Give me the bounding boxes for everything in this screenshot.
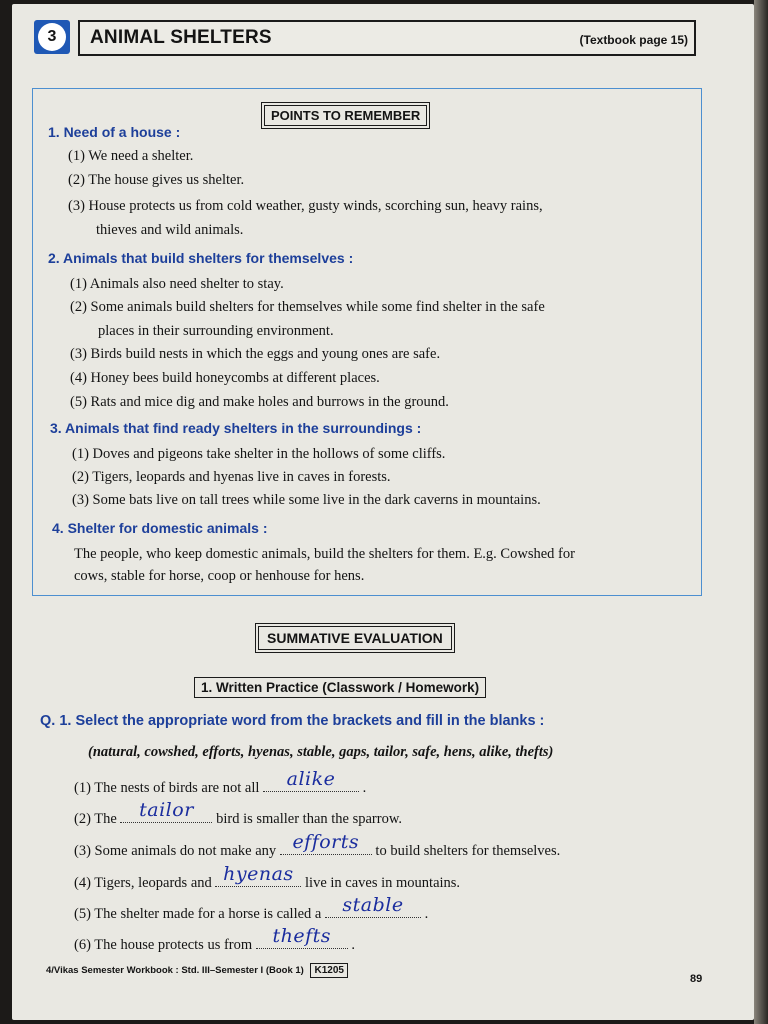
chapter-title: ANIMAL SHELTERS xyxy=(90,27,272,48)
item-number: (3) xyxy=(74,843,91,859)
fill-item xyxy=(74,925,356,954)
item-text: The nests of birds are not all xyxy=(94,780,260,796)
handwritten-answer: hyenas xyxy=(223,863,294,885)
question-heading: Q. 1. Select the appropriate word from the brackets and fill in the blanks : xyxy=(40,713,545,729)
point-line: thieves and wild animals. xyxy=(96,222,244,238)
point-line: (4) Honey bees build honeycombs at different places. xyxy=(70,370,380,386)
item-text: live in caves in mountains. xyxy=(305,875,461,891)
fill-item xyxy=(74,831,561,860)
answer-blank[interactable] xyxy=(120,799,212,823)
point-line: cows, stable for horse, coop or henhouse for hens. xyxy=(74,568,365,584)
handwritten-answer: thefts xyxy=(272,925,332,947)
fill-item xyxy=(74,894,429,923)
point-line: (2) Some animals build shelters for themselves while some find shelter in the safe xyxy=(70,299,545,315)
footer-text: 4/Vikas Semester Workbook : Std. III–Semester I (Book 1) xyxy=(46,965,304,976)
word-list: (natural, cowshed, efforts, hyenas, stable, gaps, tailor, safe, hens, alike, thefts) xyxy=(88,744,554,760)
point-line: (3) House protects us from cold weather, gusty winds, scorching sun, heavy rains, xyxy=(68,198,543,214)
summative-evaluation-title: SUMMATIVE EVALUATION xyxy=(258,626,452,650)
book-code: K1205 xyxy=(310,963,347,978)
written-practice-label: 1. Written Practice (Classwork / Homework) xyxy=(194,677,486,698)
point-line: (1) We need a shelter. xyxy=(68,148,194,164)
section-heading: 1. Need of a house : xyxy=(48,124,181,140)
point-line: (1) Animals also need shelter to stay. xyxy=(70,276,284,292)
item-text: The house protects us from xyxy=(94,937,253,953)
item-text: . xyxy=(362,780,367,796)
item-text: Some animals do not make any xyxy=(94,843,277,859)
item-text: Tigers, leopards and xyxy=(94,875,212,891)
section-heading: 4. Shelter for domestic animals : xyxy=(52,520,268,536)
answer-blank[interactable] xyxy=(256,925,348,949)
point-line: places in their surrounding environment. xyxy=(98,323,334,339)
answer-blank[interactable] xyxy=(263,768,359,792)
handwritten-answer: alike xyxy=(286,768,336,790)
page-number: 89 xyxy=(690,973,703,985)
point-line: (3) Birds build nests in which the eggs and young ones are safe. xyxy=(70,346,441,362)
fill-item xyxy=(74,863,461,892)
point-line: (1) Doves and pigeons take shelter in the hollows of some cliffs. xyxy=(72,446,446,462)
handwritten-answer: tailor xyxy=(139,799,194,821)
textbook-reference: (Textbook page 15) xyxy=(579,33,688,47)
points-box-title: POINTS TO REMEMBER xyxy=(264,105,427,126)
item-number: (2) xyxy=(74,811,91,827)
fill-item xyxy=(74,768,367,797)
item-text: The xyxy=(94,811,117,827)
point-line: (2) The house gives us shelter. xyxy=(68,172,245,188)
chapter-number-badge xyxy=(34,20,70,54)
fill-item xyxy=(74,799,402,828)
point-line: (2) Tigers, leopards and hyenas live in caves in forests. xyxy=(72,469,391,485)
item-text: The shelter made for a horse is called a xyxy=(94,906,322,922)
item-text: to build shelters for themselves. xyxy=(375,843,561,859)
item-number: (4) xyxy=(74,875,91,891)
item-text: . xyxy=(351,937,356,953)
item-number: (5) xyxy=(74,906,91,922)
handwritten-answer: efforts xyxy=(292,831,360,853)
point-line: The people, who keep domestic animals, build the shelters for them. E.g. Cowshed for xyxy=(74,546,575,562)
section-heading: 2. Animals that build shelters for themselves : xyxy=(48,250,354,266)
footer xyxy=(46,963,348,978)
item-text: . xyxy=(424,906,429,922)
item-text: bird is smaller than the sparrow. xyxy=(216,811,402,827)
point-line: (3) Some bats live on tall trees while some live in the dark caverns in mountains. xyxy=(72,492,541,508)
handwritten-answer: stable xyxy=(342,894,404,916)
point-line: (5) Rats and mice dig and make holes and burrows in the ground. xyxy=(70,394,449,410)
item-number: (1) xyxy=(74,780,91,796)
chapter-number: 3 xyxy=(38,23,66,51)
item-number: (6) xyxy=(74,937,91,953)
answer-blank[interactable] xyxy=(280,831,372,855)
answer-blank[interactable] xyxy=(215,863,301,887)
page-edge xyxy=(754,0,768,1024)
answer-blank[interactable] xyxy=(325,894,421,918)
section-heading: 3. Animals that find ready shelters in the surroundings : xyxy=(50,420,422,436)
